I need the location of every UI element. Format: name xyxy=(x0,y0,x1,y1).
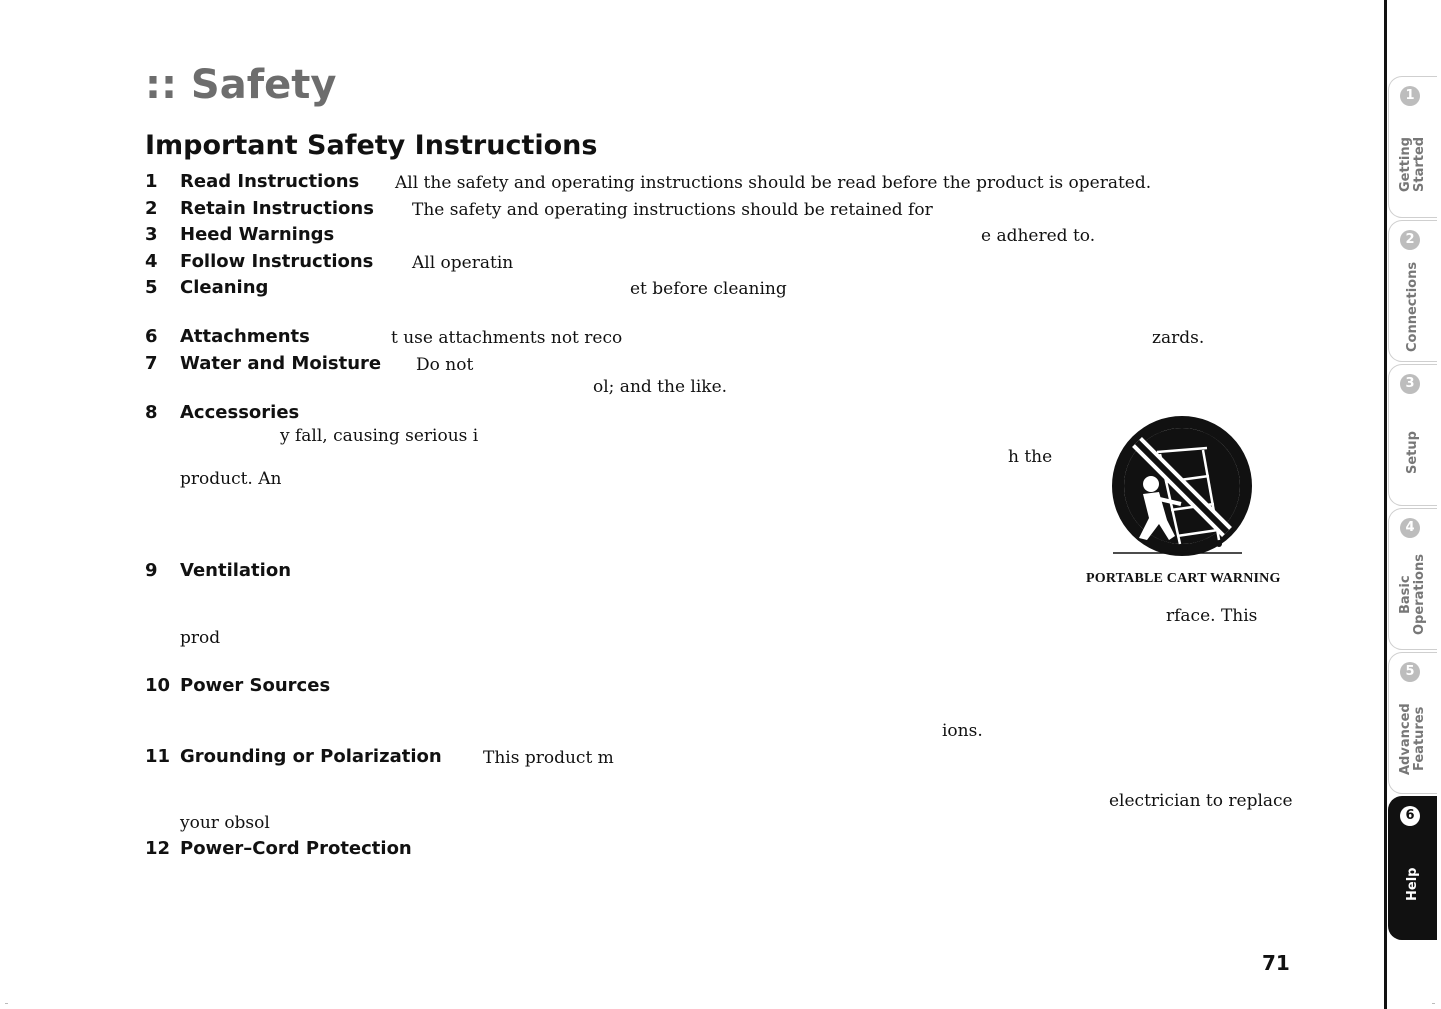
item-number: 10 xyxy=(145,675,171,696)
item-text: prod xyxy=(180,628,221,648)
item-text: ions. xyxy=(942,721,983,741)
tab-label: Connections xyxy=(1405,261,1420,353)
tab-connections[interactable] xyxy=(1388,220,1437,362)
item-heading-grounding-or-polarization: Grounding or Polarization xyxy=(180,746,442,767)
tab-help[interactable] xyxy=(1388,796,1437,940)
item-heading-power-cord-protection: Power–Cord Protection xyxy=(180,838,412,859)
item-number: 1 xyxy=(145,171,158,192)
item-text: h the xyxy=(1008,447,1053,467)
item-text: electrician to replace xyxy=(1109,791,1293,811)
item-text: rface. This xyxy=(1166,606,1258,626)
tab-advanced-features[interactable] xyxy=(1388,652,1437,794)
item-text: product. An xyxy=(180,469,282,489)
item-heading-follow-instructions: Follow Instructions xyxy=(180,251,374,272)
item-text: zards. xyxy=(1152,328,1205,348)
tab-number-badge: 5 xyxy=(1400,662,1420,682)
item-text: et before cleaning xyxy=(630,279,787,299)
item-number: 6 xyxy=(145,326,158,347)
tab-number-badge: 4 xyxy=(1400,518,1420,538)
item-heading-power-sources: Power Sources xyxy=(180,675,331,696)
tab-number-badge: 1 xyxy=(1400,86,1420,106)
tab-label: Help xyxy=(1405,867,1420,902)
item-text: All operatin xyxy=(412,253,514,273)
item-number: 11 xyxy=(145,746,171,767)
item-text: The safety and operating instructions should be retained for xyxy=(412,200,933,220)
item-heading-cleaning: Cleaning xyxy=(180,277,269,298)
item-text: e adhered to. xyxy=(981,226,1096,246)
tab-basic-operations[interactable] xyxy=(1388,508,1437,650)
section-title: Important Safety Instructions xyxy=(145,130,598,161)
item-number: 9 xyxy=(145,560,158,581)
item-heading-water-and-moisture: Water and Moisture xyxy=(180,353,382,374)
item-text: All the safety and operating instructions should be read before the product is operated. xyxy=(395,173,1152,193)
item-heading-read-instructions: Read Instructions xyxy=(180,171,360,192)
no-cart-tip-over-icon xyxy=(1085,412,1280,592)
crop-mark xyxy=(5,1003,8,1004)
item-text: y fall, causing serious i xyxy=(280,426,479,446)
page-number: 71 xyxy=(1262,951,1290,975)
tab-number-badge: 6 xyxy=(1400,806,1420,826)
item-number: 12 xyxy=(145,838,171,859)
nav-divider xyxy=(1384,0,1387,1009)
item-number: 8 xyxy=(145,402,158,423)
item-text: This product m xyxy=(483,748,614,768)
tab-label: Getting Started xyxy=(1398,136,1427,193)
tab-label: Basic Operations xyxy=(1398,554,1427,636)
item-number: 3 xyxy=(145,224,158,245)
tab-setup[interactable] xyxy=(1388,364,1437,506)
item-number: 5 xyxy=(145,277,158,298)
tab-label: Setup xyxy=(1405,431,1420,474)
page-title: :: Safety xyxy=(145,62,337,108)
tab-number-badge: 3 xyxy=(1400,374,1420,394)
item-text: Do not xyxy=(416,355,474,375)
item-heading-retain-instructions: Retain Instructions xyxy=(180,198,374,219)
tab-getting-started[interactable] xyxy=(1388,76,1437,218)
item-text: t use attachments not reco xyxy=(391,328,623,348)
figure-caption: PORTABLE CART WARNING xyxy=(1086,571,1281,586)
crop-mark xyxy=(1432,1003,1435,1004)
item-heading-ventilation: Ventilation xyxy=(180,560,292,581)
item-text: ol; and the like. xyxy=(593,377,728,397)
item-number: 4 xyxy=(145,251,158,272)
item-text: your obsol xyxy=(180,813,270,833)
item-heading-heed-warnings: Heed Warnings xyxy=(180,224,335,245)
item-heading-attachments: Attachments xyxy=(180,326,310,347)
item-heading-accessories: Accessories xyxy=(180,402,300,423)
item-number: 7 xyxy=(145,353,158,374)
tab-label: Advanced Features xyxy=(1398,703,1427,775)
tab-number-badge: 2 xyxy=(1400,230,1420,250)
item-number: 2 xyxy=(145,198,158,219)
